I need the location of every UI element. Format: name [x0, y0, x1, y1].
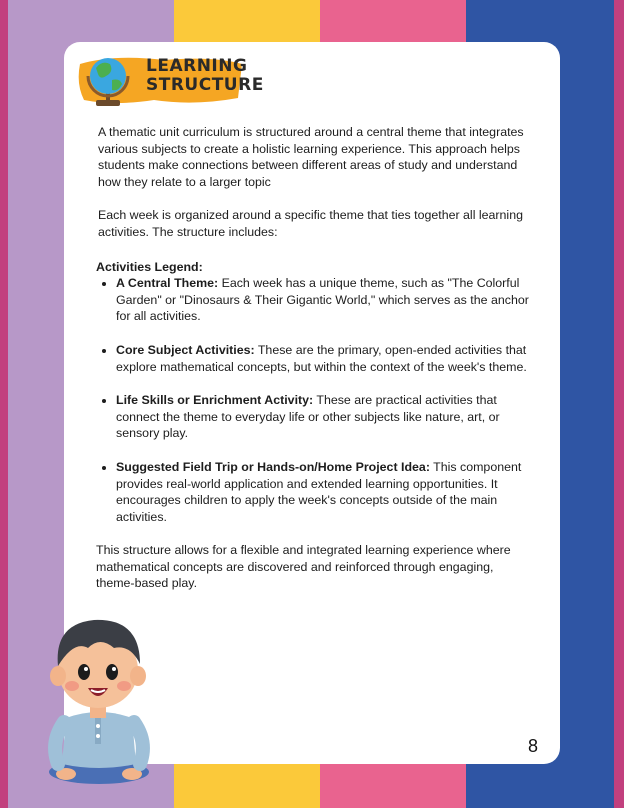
body-content: [96, 124, 532, 592]
intro-paragraph: A thematic unit curriculum is structured around a central theme that integrates various subjects to create a holistic learning experience. This approach helps students make connections between different areas of study and understand how they relate to a larger topic: [98, 125, 524, 189]
weekly-paragraph: Each week is organized around a specific theme that ties together all learning activities. The structure includes:: [98, 208, 523, 239]
stripe-edge-right: [614, 0, 624, 808]
item-term: Core Subject Activities:: [116, 342, 255, 357]
stripe-edge-left: [0, 0, 8, 808]
item-text: These are practical activities that connect the theme to everyday life or other subjects like nature, art, or sensory play.: [116, 393, 500, 441]
title-line-2: STRUCTURE: [146, 75, 264, 95]
list-item: [116, 275, 532, 325]
boy-illustration: [44, 614, 154, 784]
item-term: A Central Theme:: [116, 276, 219, 291]
item-term: Life Skills or Enrichment Activity:: [116, 393, 314, 408]
item-term: Suggested Field Trip or Hands-on/Home Project Idea:: [116, 459, 430, 474]
list-item: [116, 342, 532, 375]
closing-paragraph: This structure allows for a flexible and integrated learning experience where mathematical concepts are discovered and reinforced through engaging, theme-based play.: [96, 543, 511, 591]
legend-title: Activities Legend:: [96, 259, 203, 274]
list-item: [116, 392, 532, 442]
page-title: [146, 56, 264, 95]
item-text: These are the primary, open-ended activities that explore mathematical concepts, but within the context of the week's theme.: [116, 342, 527, 374]
list-item: [116, 459, 532, 525]
title-line-1: LEARNING: [146, 56, 248, 76]
page-number: 8: [528, 736, 539, 756]
item-text: This component provides real-world application and extended learning opportunities. It encourages children to apply the week's concepts outside of the main activities.: [116, 459, 522, 524]
item-text: Each week has a unique theme, such as "The Colorful Garden" or "Dinosaurs & Their Gigantic World," which serves as the anchor for all activities.: [116, 276, 529, 324]
activities-list: [96, 275, 532, 525]
